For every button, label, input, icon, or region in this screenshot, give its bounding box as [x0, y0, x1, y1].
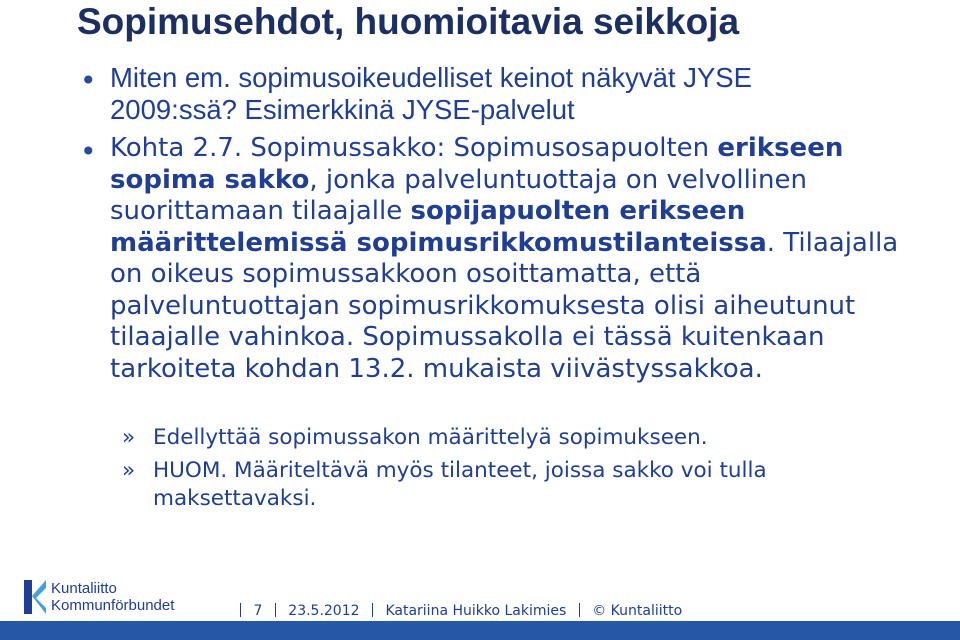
bullet-marker: •: [80, 135, 97, 168]
sakko-text-3: . Tilaajalla on oikeus sopimussakkoon osoittamatta, että palveluntuottajan sopimusrikkomuksesta olisi aiheutunut tilaajalle vahinkoa. Sopimussakolla ei tässä kuitenkaan tarkoiteta kohdan 13.2. mukaista viivästyssakkoa.: [110, 227, 899, 384]
sub-bullet-text: Edellyttää sopimussakon määrittelyä sopimukseen.: [153, 425, 708, 450]
footer-separator: [579, 603, 580, 617]
footer-page-number: 7: [253, 603, 263, 619]
footer-date: 23.5.2012: [288, 603, 360, 619]
footer-separator: [372, 603, 373, 617]
kuntaliitto-logo: [24, 578, 204, 620]
sub-bullet-edellyttaa: [122, 424, 902, 452]
bullet-sopimussakko: [110, 133, 910, 385]
footer-separator: [240, 603, 241, 617]
footer-author: Katariina Huikko Lakimies: [385, 603, 567, 619]
footer-info: [232, 602, 682, 620]
sakko-bold-2: sopijapuolten erikseen määrittelemissä sopimusrikkomustilanteissa: [110, 196, 767, 258]
bullet-jyse-question: [110, 62, 890, 126]
bullet-marker: •: [80, 64, 97, 97]
sub-bullet-marker: »: [122, 458, 136, 483]
logo-line1: Kuntaliitto: [51, 580, 117, 597]
kuntaliitto-logo-icon: [24, 578, 48, 616]
footer-separator: [275, 603, 276, 617]
sakko-bold-1: erikseen sopima sakko: [110, 133, 844, 195]
logo-text: [51, 580, 174, 614]
logo-line2: Kommunförbundet: [51, 597, 175, 614]
sakko-text-1: Kohta 2.7. Sopimussakko: Sopimusosapuolten: [110, 133, 718, 163]
slide-title: Sopimusehdot, huomioitavia seikkoja: [77, 1, 740, 42]
sub-bullet-text: HUOM. Määriteltävä myös tilanteet, joissa sakko voi tulla maksettavaksi.: [153, 458, 767, 511]
sakko-text-2: , jonka palveluntuottaja on velvollinen suorittamaan tilaajalle: [110, 164, 807, 226]
bullet-jyse-line1: Miten em. sopimusoikeudelliset keinot näkyvät JYSE: [110, 62, 752, 93]
sub-bullet-marker: »: [122, 425, 136, 450]
footer-bar: [0, 621, 960, 640]
sub-bullet-huom: [122, 457, 902, 513]
footer-copyright: © Kuntaliitto: [592, 603, 683, 619]
bullet-jyse-line2: 2009:ssä? Esimerkkinä JYSE-palvelut: [110, 94, 575, 125]
